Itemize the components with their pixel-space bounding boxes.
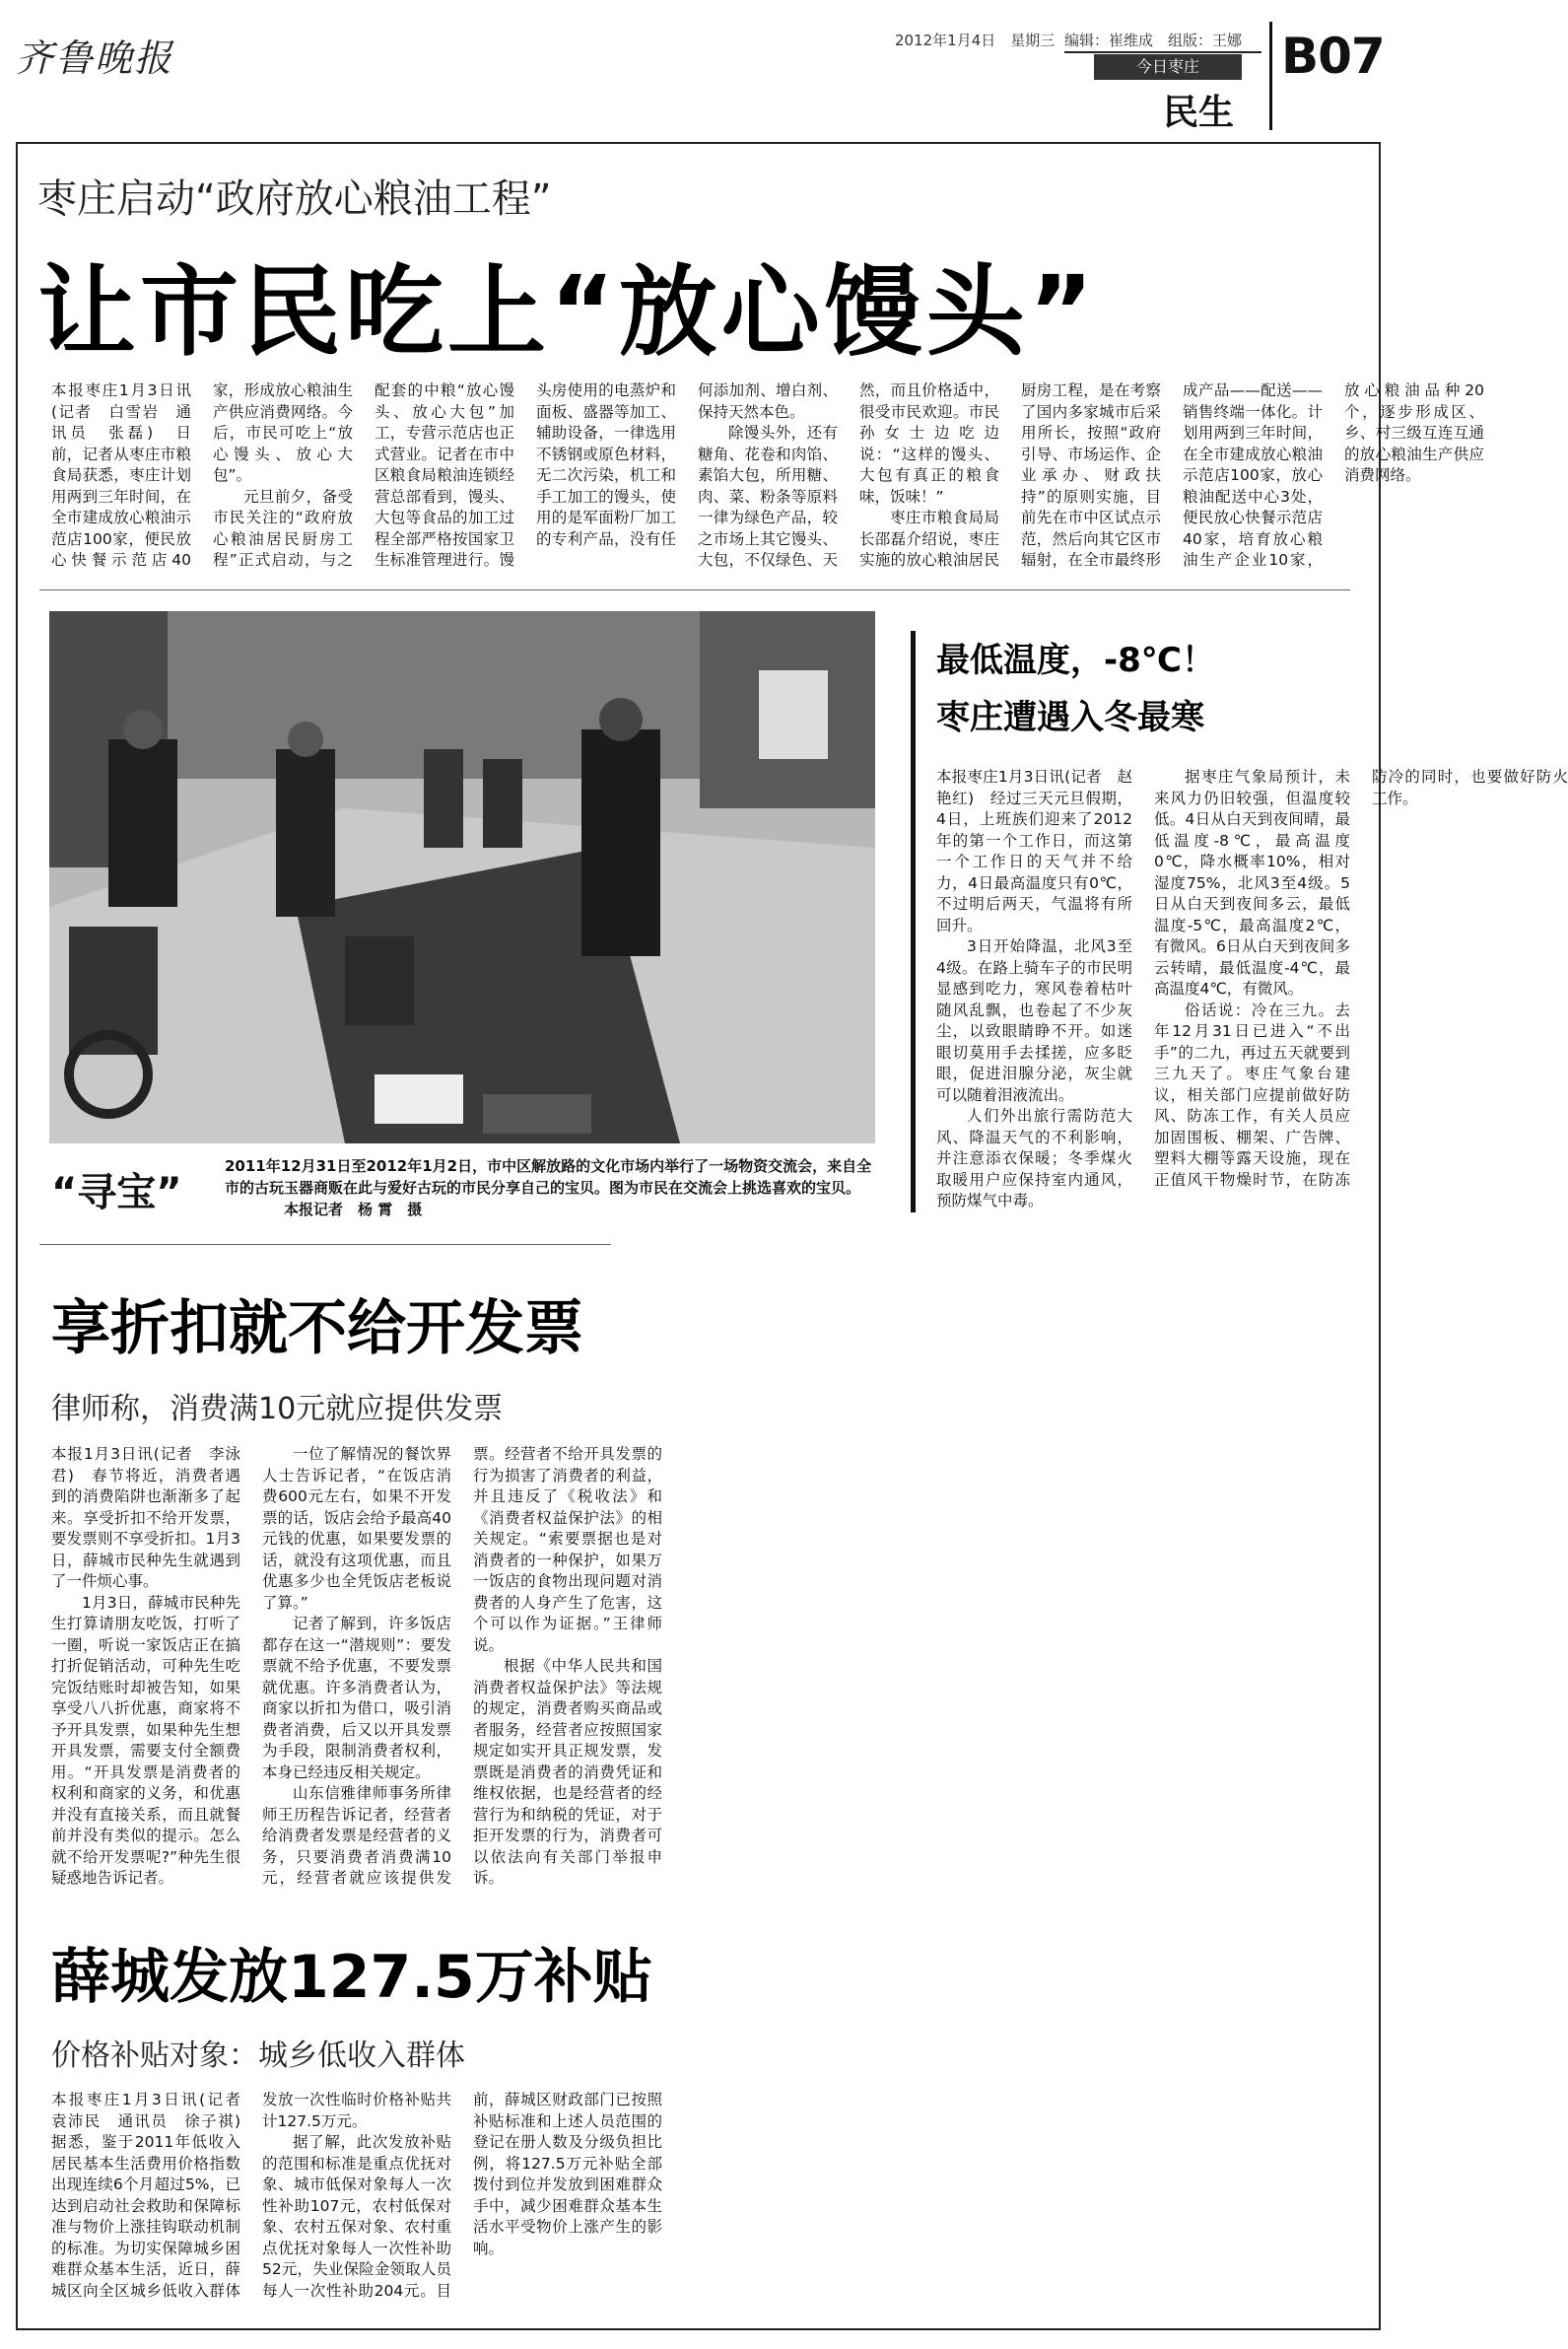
- photo-caption-text: 2011年12月31日至2012年1月2日，市中区解放路的文化市场内举行了一场物资交流会，来自全市的古玩玉器商贩在此与爱好古玩的市民分享自己的宝贝。图为市民在交流会上挑选喜欢的宝贝。: [225, 1157, 872, 1197]
- article1-para-4: 枣庄市粮食局局长邵磊介绍说，枣庄实施的放心粮油居民厨房工程，是在考察了国内多家城市后采用所长，按照“政府引导、市场运作、企业承办、财政扶持”的原则实施，目前先在市中区试点示范，然后向其它区市辐射，在全市最终形成产品——配送——销售终端一体化。计划用两到三年时间，在全市建成放心粮油示范店100家，放心粮油配送中心3处，便民放心快餐示范店40家，培育放心粮油生产企业10家，放心粮油品种20个，逐步形成区、乡、村三级互连互通的放心粮油生产供应消费网络。: [859, 381, 1484, 569]
- article2-para-2: 1月3日，薛城市民种先生打算请朋友吃饭，打听了一圈，听说一家饭店正在搞打折促销活动，可种先生吃完饭结账时却被告知，如果享受八八折优惠，商家将不予开具发票，如果种先生想开具发票，需要支付全额费用。“开具发票是消费者的权利和商家的义务，和优惠并没有直接关系，而且就餐前并没有类似的提示。怎么就不给开发票呢?”种先生很疑惑地告诉记者。: [51, 1593, 240, 1887]
- today-tag: 今日枣庄: [1094, 54, 1242, 80]
- article3-body: [51, 2090, 662, 2312]
- article1-para-2: 元旦前夕，备受市民关注的“政府放心粮油居民厨房工程”正式启动，与之配套的中粮“放心馒头、放心大包”加工，专营示范店也正式营业。记者在市中区粮食局粮油连锁经营总部看到，馒头、大包等食品的加工过程全部严格按国家卫生标准管理进行。馒头房使用的电蒸炉和面板、盛器等加工、辅助设备，一律选用不锈钢或原色材料，无二次污染，机工和手工加工的馒头，使用的是军面粉厂加工的专利产品，没有任何添加剂、增白剂、保持天然本色。: [213, 381, 838, 569]
- issue-date: 2012年1月4日 星期三: [895, 32, 1056, 49]
- editors-credit: 编辑：崔维成 组版：王娜: [1064, 32, 1243, 49]
- market-photo: [49, 611, 875, 1143]
- article2-para-1: 本报1月3日讯(记者 李泳君) 春节将近，消费者遇到的消费陷阱也渐渐多了起来。享受折扣不给开发票，要发票则不享受折扣。1月3日，薛城市民种先生就遇到了一件烦心事。: [51, 1445, 240, 1590]
- article2-para-6: 根据《中华人民共和国消费者权益保护法》等法规的规定，消费者购买商品或者服务，经营者应按照国家规定如实开具正规发票，发票既是消费者的消费凭证和维权依据，也是经营者的经营行为和纳税的凭证，对于拒开发票的行为，消费者可以依法向有关部门举报申诉。: [473, 1657, 662, 1887]
- section-title: 民生: [1163, 93, 1235, 133]
- newspaper-logo: 齐鲁晚报: [16, 36, 174, 80]
- article1-para-1: 本报枣庄1月3日讯(记者 白雪岩 通讯员 张磊) 日前，记者从枣庄市粮食局获悉，枣庄计划用两到三年时间，在全市建成放心粮油示范店100家，便民放心快餐示范店40家，形成放心粮油生产供应消费网络。今后，市民可吃上“放心馒头、放心大包”。: [51, 381, 353, 569]
- market-photo-illustration: [49, 611, 875, 1143]
- photo-title: “寻宝”: [51, 1170, 182, 1215]
- header-rule: [1064, 51, 1261, 53]
- weather-para-5: 俗话说：冷在三九。去年12月31日已进入“不出手”的二九，再过五天就要到三九天了。枣庄气象台建议，相关部门应提前做好防风、防冻工作，有关人员应加固围板、棚架、广告牌、塑料大棚等露天设施，现在正值风干物燥时节，在防冻防冷的同时，也要做好防火工作。: [1154, 768, 1568, 1189]
- divider-2: [39, 1244, 611, 1245]
- article3-subhead: 价格补贴对象：城乡低收入群体: [51, 2038, 465, 2073]
- page-number: B07: [1281, 28, 1385, 85]
- article2-para-4: 记者了解到，许多饭店都存在这一“潜规则”：要发票就不给予优惠，不要发票就优惠。许多消费者认为，商家以折扣为借口，吸引消费者消费，后又以开具发票为手段，限制消费者权利，本身已经违反相关规定。: [262, 1615, 451, 1781]
- photo-caption: [225, 1155, 875, 1220]
- article3-para-2: 据了解，此次发放补贴的范围和标准是重点优抚对象、城市低保对象每人一次性补助107元，农村低保对象、农村五保对象、农村重点优抚对象每人一次性补助52元，失业保险金领取人员每人一次性补助204元。目前，薛城区财政部门已按照补贴标准和上述人员范围的登记在册人数及分级负担比例，将127.5万元补贴全部拨付到位并发放到困难群众手中，减少困难群众基本生活水平受物价上涨产生的影响。: [262, 2091, 662, 2300]
- article1-para-3: 除馒头外，还有糖角、花卷和肉馅、素馅大包，所用糖、肉、菜、粉条等原料一律为绿色产品，较之市场上其它馒头、大包，不仅绿色、天然，而且价格适中，很受市民欢迎。市民孙女士边吃边说：“这样的馒头、大包有真正的粮食味，饭味！”: [698, 381, 999, 569]
- article1-headline: 让市民吃上“放心馒头”: [37, 254, 1098, 370]
- weather-para-2: 3日开始降温，北风3至4级。在路上骑车子的市民明显感到吃力，寒风卷着枯叶随风乱飘，也卷起了不少灰尘，以致眼睛睁不开。如迷眼切莫用手去揉搓，应多眨眼，促进泪腺分泌，灰尘就可以随着泪液流出。: [936, 937, 1132, 1104]
- weather-sidebar-bar: [911, 631, 916, 1212]
- weather-para-4: 据枣庄气象局预计，未来风力仍旧较强，但温度较低。4日从白天到夜间晴，最低温度-8℃，最高温度0℃，降水概率10%，相对湿度75%，北风3至4级。5日从白天到夜间多云，最低温度-5℃，最高温度2℃，有微风。6日从白天到夜间多云转晴，最低温度-4℃，最高温度4℃，有微风。: [1154, 768, 1350, 998]
- article1-body: [51, 380, 1484, 578]
- header-divider: [1269, 22, 1272, 130]
- article2-para-3: 一位了解情况的餐饮界人士告诉记者，“在饭店消费600元左右，如果不开发票的话，饭店会给予最高40元钱的优惠，如果要发票的话，就没有这项优惠，而且优惠多少也全凭饭店老板说了算。”: [262, 1445, 451, 1612]
- article3-para-1: 本报枣庄1月3日讯(记者 袁沛民 通讯员 徐子祺) 据悉，鉴于2011年低收入居民基本生活费用价格指数出现连续6个月超过5%，已达到启动社会救助和保障标准与物价上涨挂钩联动机制的标准。为切实保障城乡困难群众基本生活，近日，薛城区向全区城乡低收入群体发放一次性临时价格补贴共计127.5万元。: [51, 2091, 451, 2300]
- weather-para-1: 本报枣庄1月3日讯(记者 赵艳红) 经过三天元旦假期，4日，上班族们迎来了2012年的第一个工作日，而这第一个工作日的天气并不给力，4日最高温度只有0℃，不过明后两天，气温将有所回升。: [936, 768, 1132, 934]
- article2-subhead: 律师称，消费满10元就应提供发票: [51, 1392, 504, 1426]
- weather-headline: 最低温度，-8℃！: [936, 641, 1215, 680]
- article3-headline: 薛城发放127.5万补贴: [51, 1943, 652, 2012]
- article2-body: [51, 1444, 662, 1898]
- divider-1: [39, 589, 1350, 590]
- article2-headline: 享折扣就不给开发票: [51, 1294, 583, 1363]
- photo-credit: 本报记者 杨 霄 摄: [284, 1201, 423, 1218]
- weather-para-3: 人们外出旅行需防范大风、降温天气的不利影响，并注意添衣保暖；冬季煤火取暖用户应保持室内通风，预防煤气中毒。: [936, 1107, 1132, 1209]
- article2-para-5: 山东信雅律师事务所律师王历程告诉记者，经营者给消费者发票是经营者的义务，只要消费者消费满10元，经营者就应该提供发票。经营者不给开具发票的行为损害了消费者的利益，并且违反了《税收法》和《消费者权益保护法》的相关规定。“索要票据也是对消费者的一种保护，如果万一饭店的食物出现问题对消费者的人身产生了危害，这个可以作为证据。”王律师说。: [262, 1445, 662, 1887]
- article1-kicker: 枣庄启动“政府放心粮油工程”: [37, 176, 552, 222]
- weather-body: [936, 767, 1568, 1220]
- weather-subheadline: 枣庄遭遇入冬最寒: [936, 698, 1204, 737]
